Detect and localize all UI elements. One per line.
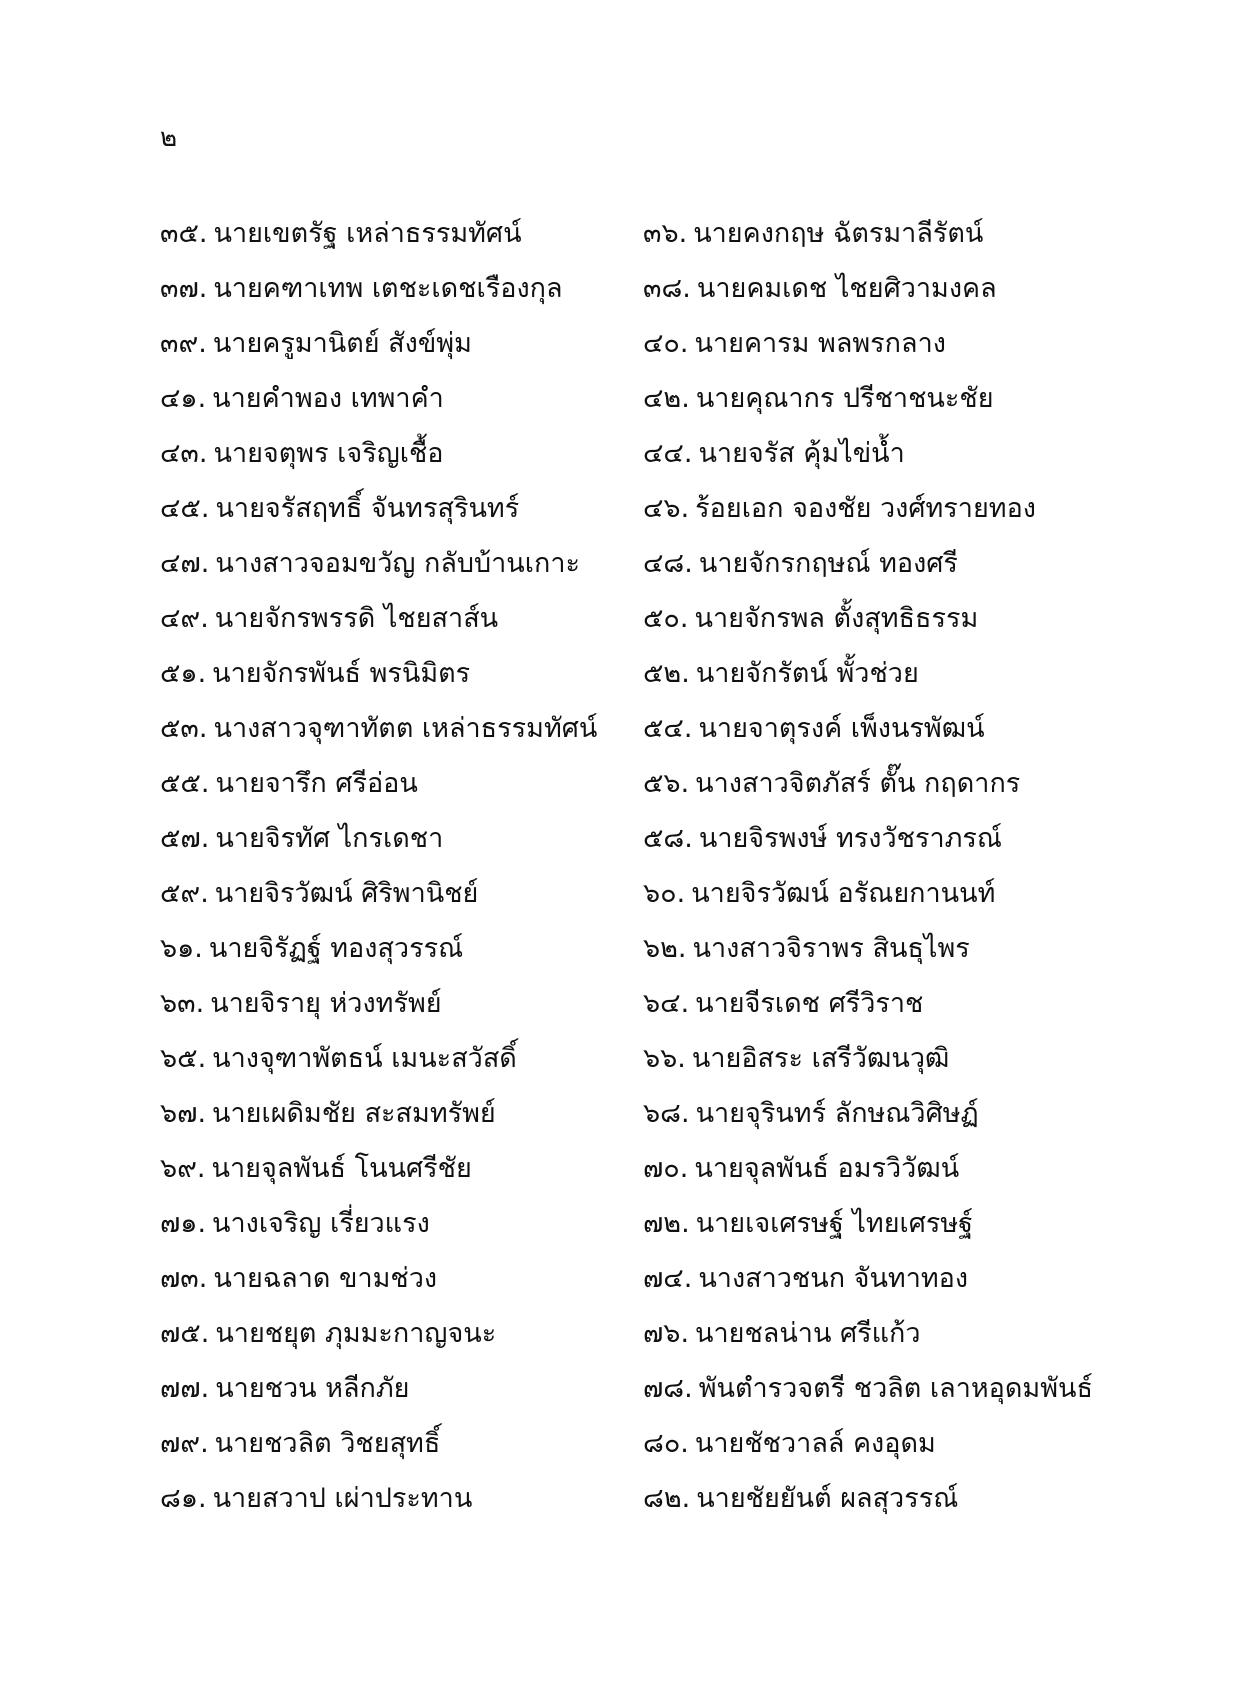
item-name: นายจตุพร เจริญเชื้อ	[213, 437, 444, 469]
item-name: นายจีรเดช ศรีวิราช	[695, 987, 924, 1019]
item-name: นายเจเศรษฐ์ ไทยเศรษฐ์	[695, 1207, 974, 1239]
list-row	[160, 1306, 1220, 1361]
list-item	[643, 1426, 1220, 1462]
item-name: นายจิรพงษ์ ทรงวัชราภรณ์	[698, 822, 1002, 854]
item-number: ๗๓.	[160, 1262, 208, 1294]
item-number: ๕๕.	[160, 767, 210, 799]
item-number: ๗๑.	[160, 1207, 207, 1239]
item-number: ๔๔.	[643, 437, 693, 469]
item-number: ๖๒.	[643, 932, 687, 964]
list-row	[160, 1196, 1220, 1251]
item-name: นางสาวชนก จันทาทอง	[698, 1262, 969, 1294]
item-name: นายคารม พลพรกลาง	[694, 327, 946, 359]
item-number: ๗๙.	[160, 1427, 209, 1459]
item-number: ๗๖.	[643, 1317, 690, 1349]
item-name: นางจุฑาพัตธน์ เมนะสวัสดิ์	[212, 1042, 517, 1074]
list-item	[643, 1371, 1220, 1407]
list-item	[160, 1316, 643, 1352]
item-name: นายจิรัฏฐ์ ทองสุวรรณ์	[208, 932, 464, 964]
item-name: นายฉลาด ขามช่วง	[213, 1262, 438, 1294]
item-number: ๗๐.	[643, 1152, 689, 1184]
item-number: ๘๑.	[160, 1482, 207, 1514]
item-number: ๕๐.	[643, 602, 689, 634]
list-item	[160, 1151, 643, 1187]
list-item	[160, 1041, 643, 1077]
item-number: ๕๑.	[160, 657, 207, 689]
page-number: ๒	[160, 123, 178, 153]
item-number: ๕๙.	[160, 877, 209, 909]
item-number: ๖๙.	[160, 1152, 206, 1184]
item-number: ๖๐.	[643, 877, 686, 909]
list-item	[643, 876, 1220, 912]
item-name: นายจักรัตน์ พั้วช่วย	[695, 657, 919, 689]
list-item	[643, 931, 1220, 967]
list-row	[160, 646, 1220, 701]
list-item	[160, 436, 643, 472]
item-number: ๔๒.	[643, 382, 690, 414]
item-number: ๖๗.	[160, 1097, 207, 1129]
item-name: นายจุลพันธ์ อมรวิวัฒน์	[694, 1152, 960, 1184]
list-row	[160, 371, 1220, 426]
list-item	[643, 381, 1220, 417]
list-item	[643, 1261, 1220, 1297]
item-name: นายชลน่าน ศรีแก้ว	[695, 1317, 921, 1349]
list-row	[160, 976, 1220, 1031]
item-name: ร้อยเอก จองชัย วงศ์ทรายทอง	[695, 492, 1036, 524]
item-name: นายสวาป เผ่าประทาน	[212, 1482, 473, 1514]
list-item	[643, 436, 1220, 472]
item-name: นายคงกฤษ ฉัตรมาลีรัตน์	[693, 217, 984, 249]
item-number: ๓๙.	[160, 327, 207, 359]
item-name: นางสาวจอมขวัญ กลับบ้านเกาะ	[215, 547, 580, 579]
list-item	[643, 1316, 1220, 1352]
item-number: ๔๑.	[160, 382, 207, 414]
item-name: นายจิรายุ ห่วงทรัพย์	[210, 987, 442, 1019]
list-row	[160, 536, 1220, 591]
list-item	[160, 491, 643, 527]
list-item	[643, 326, 1220, 362]
list-item	[160, 711, 643, 747]
item-number: ๖๔.	[643, 987, 690, 1019]
item-number: ๖๕.	[160, 1042, 207, 1074]
item-number: ๕๒.	[643, 657, 690, 689]
item-name: นายจิรวัฒน์ ศิริพานิชย์	[214, 877, 479, 909]
item-name: นายจรัสฤทธิ์ จันทรสุรินทร์	[215, 492, 520, 524]
item-name: นายชวน หลีกภัย	[215, 1372, 410, 1404]
list-item	[160, 546, 643, 582]
list-row	[160, 261, 1220, 316]
list-row	[160, 866, 1220, 921]
list-item	[160, 1481, 643, 1517]
list-item	[643, 546, 1220, 582]
item-number: ๔๖.	[643, 492, 690, 524]
item-name: นายจักรพรรดิ ไชยสาส์น	[214, 602, 499, 634]
item-number: ๓๘.	[643, 272, 691, 304]
item-number: ๗๒.	[643, 1207, 690, 1239]
item-number: ๔๓.	[160, 437, 208, 469]
list-item	[160, 326, 643, 362]
list-row	[160, 701, 1220, 756]
item-number: ๗๕.	[160, 1317, 210, 1349]
item-name: นายชัยยันต์ ผลสุวรรณ์	[696, 1482, 959, 1514]
list-row	[160, 1141, 1220, 1196]
list-item	[643, 491, 1220, 527]
item-name: นายจิรวัฒน์ อรัณยกานนท์	[691, 877, 996, 909]
list-item	[643, 1151, 1220, 1187]
list-item	[643, 766, 1220, 802]
item-number: ๔๗.	[160, 547, 210, 579]
item-number: ๕๔.	[643, 712, 693, 744]
item-number: ๔๐.	[643, 327, 689, 359]
list-item	[160, 1261, 643, 1297]
item-number: ๕๖.	[643, 767, 690, 799]
item-number: ๖๘.	[643, 1097, 690, 1129]
list-item	[643, 1041, 1220, 1077]
item-number: ๗๘.	[643, 1372, 693, 1404]
item-name: นายครูมานิตย์ สังข์พุ่ม	[212, 327, 472, 359]
list-item	[160, 1206, 643, 1242]
list-row	[160, 1086, 1220, 1141]
item-number: ๗๗.	[160, 1372, 210, 1404]
item-name: นายเขตรัฐ เหล่าธรรมทัศน์	[213, 217, 522, 249]
list-item	[160, 1371, 643, 1407]
item-name: นายจรัส คุ้มไข่น้ำ	[698, 437, 905, 469]
item-number: ๘๒.	[643, 1482, 691, 1514]
item-name: นายจารึก ศรีอ่อน	[215, 767, 418, 799]
list-item	[160, 931, 643, 967]
item-number: ๖๑.	[160, 932, 203, 964]
list-row	[160, 426, 1220, 481]
item-name: นางเจริญ เรี่ยวแรง	[212, 1207, 430, 1239]
item-name: นายเผดิมชัย สะสมทรัพย์	[212, 1097, 496, 1129]
list-item	[643, 986, 1220, 1022]
list-item	[160, 381, 643, 417]
item-name: นายคมเดช ไชยศิวามงคล	[696, 272, 997, 304]
list-item	[643, 821, 1220, 857]
list-row	[160, 206, 1220, 261]
list-row	[160, 481, 1220, 536]
item-name: นายจักรกฤษณ์ ทองศรี	[698, 547, 958, 579]
list-item	[643, 711, 1220, 747]
item-number: ๕๓.	[160, 712, 208, 744]
list-row	[160, 1471, 1220, 1526]
item-name: นายคำพอง เทพาคำ	[212, 382, 444, 414]
list-item	[160, 601, 643, 637]
item-number: ๕๗.	[160, 822, 210, 854]
item-name: นายชยุต ภุมมะกาญจนะ	[215, 1317, 497, 1349]
list-item	[160, 986, 643, 1022]
item-name: นางสาวจิตภัสร์ ตั๊น กฤดากร	[695, 767, 1021, 799]
list-row	[160, 1416, 1220, 1471]
list-item	[160, 876, 643, 912]
item-name: นายจาตุรงค์ เพ็งนรพัฒน์	[698, 712, 985, 744]
item-name: นายจุรินทร์ ลักษณวิศิษฏ์	[695, 1097, 979, 1129]
list-item	[160, 1096, 643, 1132]
item-name: นายจักรพล ตั้งสุทธิธรรม	[694, 602, 979, 634]
item-name: นางสาวจิราพร สินธุไพร	[692, 932, 970, 964]
item-name: นางสาวจุฑาทัตต เหล่าธรรมทัศน์	[213, 712, 598, 744]
list-row	[160, 316, 1220, 371]
item-number: ๖๓.	[160, 987, 205, 1019]
item-number: ๓๖.	[643, 217, 688, 249]
list-item	[160, 216, 643, 252]
list-item	[160, 766, 643, 802]
list-item	[643, 1096, 1220, 1132]
list-item	[160, 271, 643, 307]
list-row	[160, 921, 1220, 976]
item-number: ๕๘.	[643, 822, 693, 854]
list-item	[643, 271, 1220, 307]
name-list	[160, 206, 1220, 1526]
item-name: นายคฑาเทพ เตชะเดชเรืองกุล	[213, 272, 563, 304]
item-name: นายชัชวาลล์ คงอุดม	[694, 1427, 936, 1459]
item-number: ๓๗.	[160, 272, 208, 304]
list-item	[643, 601, 1220, 637]
item-number: ๘๐.	[643, 1427, 689, 1459]
item-number: ๗๔.	[643, 1262, 693, 1294]
item-name: พันตำรวจตรี ชวลิต เลาหอุดมพันธ์	[698, 1372, 1093, 1404]
item-number: ๓๕.	[160, 217, 208, 249]
list-row	[160, 811, 1220, 866]
list-item	[643, 216, 1220, 252]
list-row	[160, 1251, 1220, 1306]
item-name: นายจิรทัศ ไกรเดชา	[215, 822, 444, 854]
item-number: ๔๕.	[160, 492, 210, 524]
list-item	[160, 821, 643, 857]
item-number: ๔๙.	[160, 602, 209, 634]
list-row	[160, 591, 1220, 646]
list-item	[160, 656, 643, 692]
item-number: ๔๘.	[643, 547, 693, 579]
item-name: นายจักรพันธ์ พรนิมิตร	[212, 657, 471, 689]
item-name: นายคุณากร ปรีชาชนะชัย	[695, 382, 994, 414]
list-item	[643, 656, 1220, 692]
list-row	[160, 1361, 1220, 1416]
list-row	[160, 756, 1220, 811]
item-number: ๖๖.	[643, 1042, 686, 1074]
list-item	[160, 1426, 643, 1462]
item-name: นายอิสระ เสรีวัฒนวุฒิ	[691, 1042, 950, 1074]
list-item	[643, 1481, 1220, 1517]
item-name: นายจุลพันธ์ โนนศรีชัย	[211, 1152, 472, 1184]
list-row	[160, 1031, 1220, 1086]
list-item	[643, 1206, 1220, 1242]
item-name: นายชวลิต วิชยสุทธิ์	[214, 1427, 441, 1459]
